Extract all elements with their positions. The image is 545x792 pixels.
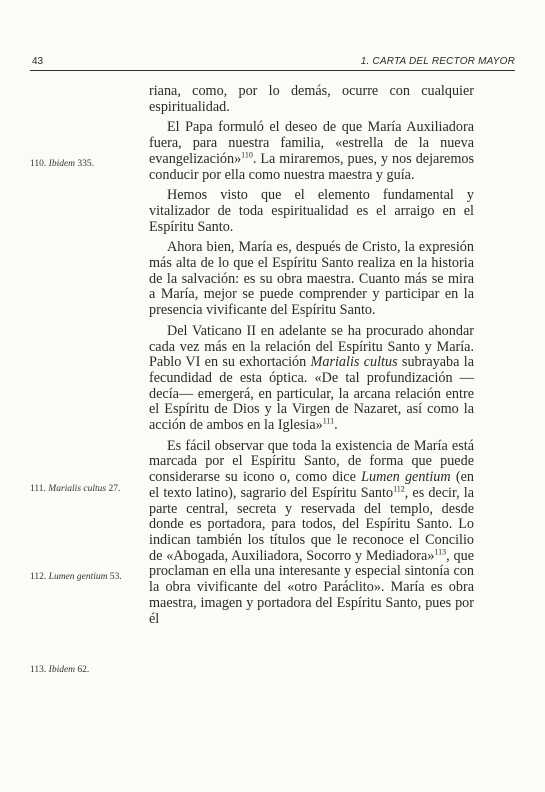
footnote-ref: 111 <box>322 416 335 426</box>
footnote-112 <box>30 571 130 583</box>
footnote-source: Marialis cultus <box>48 484 107 494</box>
text-run: , que proclaman en ella una interesante y especial sintonía con la obra vivificante del «otro Paráclito». María es obra maestra, imagen y portadora del Espíritu Santo, pues por él <box>149 547 474 627</box>
paragraph <box>149 84 474 115</box>
footnote-source: Ibidem <box>48 665 76 675</box>
footnote-source: Ibidem <box>48 159 76 169</box>
footnote-locator: 27. <box>106 484 121 494</box>
page-header <box>30 56 515 70</box>
text-run: El Papa formuló el deseo de que María Auxiliadora fuera, para nuestra familia, «estrella de la nueva evangelización» <box>149 119 474 167</box>
footnote-locator: 335. <box>75 159 95 169</box>
footnote-110 <box>30 158 130 170</box>
text-run: . La miraremos, pues, y nos dejaremos conducir por ella como nuestra maestra y guía. <box>149 150 474 183</box>
footnote-number: 112. <box>30 572 47 582</box>
text-run: Hemos visto que el elemento fundamental y vitalizador de toda espiritualidad es el arraigo en el Espíritu Santo. <box>149 187 474 235</box>
footnote-ref: 112 <box>393 484 405 494</box>
footnote-source: Lumen gentium <box>48 572 108 582</box>
paragraph <box>149 188 474 235</box>
text-run: Es fácil observar que toda la existencia de María está marcada por el Espíritu Santo, de forma que puede considerarse su icono o, como dice <box>149 437 474 486</box>
page-number: 43 <box>32 56 44 67</box>
header-rule <box>30 70 515 71</box>
paragraph <box>149 324 474 434</box>
body-text <box>149 84 474 627</box>
running-title: 1. CARTA DEL RECTOR MAYOR <box>360 56 515 67</box>
text-run: Ahora bien, María es, después de Cristo, la expresión más alta de lo que el Espíritu Santo realiza en la historia de la salvación: es su obra maestra. Cuanto más se mira a María, mejor se puede comprender y participar en la presencia vivificante del Espíritu Santo. <box>149 239 474 319</box>
italic-title: Lumen gentium <box>361 469 451 486</box>
text-run: . <box>334 417 338 434</box>
footnote-number: 111. <box>30 484 46 494</box>
footnote-number: 110. <box>30 159 47 169</box>
text-run: riana, como, por lo demás, ocurre con cualquier espiritualidad. <box>149 83 474 115</box>
footnote-locator: 53. <box>107 572 122 582</box>
footnote-ref: 113 <box>434 546 447 556</box>
text-run: (en el texto latino), sagrario del Espíritu Santo <box>149 469 474 501</box>
paragraph <box>149 439 474 627</box>
text-run: , es decir, la parte central, secreta y reservada del templo, desde donde es portadora, para todos, del Espíritu Santo. Lo indican también los títulos que le reconoce el Concilio de «Abogada, Auxiliadora, Socorro y Mediadora» <box>149 484 474 564</box>
text-run: subrayaba la fecundidad de esta óptica. «De tal profundización —decía— emergerá, en particular, la arcana relación entre el Espíritu de Dios y la Virgen de Nazaret, así como la acción de ambos en la Iglesia» <box>149 354 474 434</box>
footnote-ref: 110 <box>241 150 253 160</box>
paragraph <box>149 240 474 319</box>
footnote-111 <box>30 483 130 495</box>
text-run: Del Vaticano II en adelante se ha procurado ahondar cada vez más en la relación del Espíritu Santo y María. Pablo VI en su exhortación <box>149 322 474 371</box>
footnote-number: 113. <box>30 665 47 675</box>
footnote-113 <box>30 664 130 676</box>
italic-title: Marialis cultus <box>310 354 398 371</box>
footnote-locator: 62. <box>75 665 90 675</box>
paragraph <box>149 120 474 183</box>
